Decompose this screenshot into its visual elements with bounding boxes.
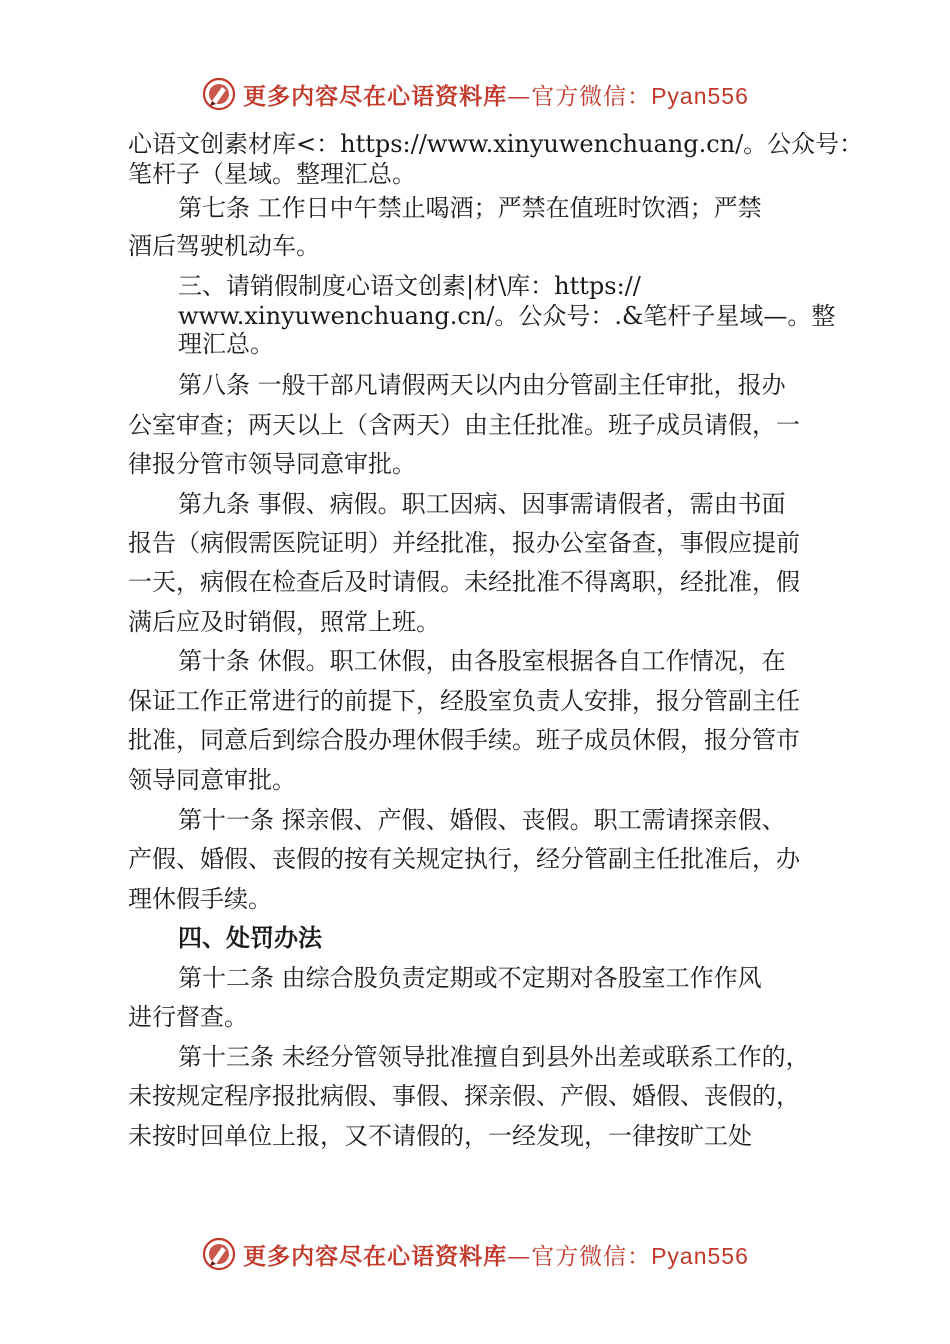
text-line: 未按规定程序报批病假、事假、探亲假、产假、婚假、丧假的， <box>128 1082 800 1110</box>
watermark-wechat-label: 官方微信： <box>531 83 652 110</box>
text-line: 心语文创素材库<：https://www.xinyuwenchuang.cn/。公众号： <box>128 130 864 158</box>
text-line: 进行督查。 <box>128 1003 248 1031</box>
text-line: 保证工作正常进行的前提下，经股室负责人安排，报分管副主任 <box>128 687 800 715</box>
watermark-wechat-id: Pyan556 <box>651 1242 749 1269</box>
footer-watermark-banner <box>0 1230 950 1278</box>
watermark-text <box>243 1238 749 1271</box>
text-line: 批准，同意后到综合股办理休假手续。班子成员休假，报分管市 <box>128 726 800 754</box>
text-line: 理休假手续。 <box>128 885 272 913</box>
text-line: 第十一条 探亲假、产假、婚假、丧假。职工需请探亲假、 <box>178 806 786 834</box>
text-line: 第七条 工作日中午禁止喝酒；严禁在值班时饮酒；严禁 <box>178 194 762 222</box>
pen-nib-logo-icon <box>201 1236 237 1272</box>
text-line: 第十条 休假。职工休假，由各股室根据各自工作情况，在 <box>178 647 786 675</box>
watermark-library-text: 更多内容尽在心语资料库 <box>243 82 508 110</box>
text-line: 酒后驾驶机动车。 <box>128 232 320 260</box>
text-line: 第十二条 由综合股负责定期或不定期对各股室工作作风 <box>178 964 762 992</box>
text-line: 公室审查；两天以上（含两天）由主任批准。班子成员请假，一 <box>128 411 800 439</box>
text-line: 第九条 事假、病假。职工因病、因事需请假者，需由书面 <box>178 490 786 518</box>
header-watermark-banner <box>0 70 950 118</box>
text-line: 理汇总。 <box>178 330 274 358</box>
watermark-text <box>243 78 749 111</box>
text-line: 未按时回单位上报，又不请假的，一经发现，一律按旷工处 <box>128 1122 752 1150</box>
watermark-wechat-label: 官方微信： <box>531 1243 652 1270</box>
watermark-dash: — <box>507 83 532 110</box>
text-line: 第八条 一般干部凡请假两天以内由分管副主任审批，报办 <box>178 371 786 399</box>
section-heading: 四、处罚办法 <box>178 923 322 952</box>
text-line: 满后应及时销假，照常上班。 <box>128 608 440 636</box>
text-line: 笔杆子（星域。整理汇总。 <box>128 160 416 188</box>
pen-nib-logo-icon <box>201 76 237 112</box>
watermark-library-text: 更多内容尽在心语资料库 <box>243 1242 508 1270</box>
watermark-dash: — <box>507 1243 532 1270</box>
text-line: 律报分管市领导同意审批。 <box>128 450 416 478</box>
text-line: 领导同意审批。 <box>128 766 296 794</box>
text-line: 产假、婚假、丧假的按有关规定执行，经分管副主任批准后，办 <box>128 845 800 873</box>
text-line: 报告（病假需医院证明）并经批准，报办公室备查，事假应提前 <box>128 529 800 557</box>
text-line: www.xinyuwenchuang.cn/。公众号：.&笔杆子星域—。整 <box>178 302 836 330</box>
text-line: 第十三条 未经分管领导批准擅自到县外出差或联系工作的， <box>178 1043 810 1071</box>
watermark-wechat-id: Pyan556 <box>651 82 749 109</box>
text-line: 一天，病假在检查后及时请假。未经批准不得离职，经批准，假 <box>128 568 800 596</box>
section-heading: 三、请销假制度心语文创素|材\库：https:// <box>178 272 641 300</box>
